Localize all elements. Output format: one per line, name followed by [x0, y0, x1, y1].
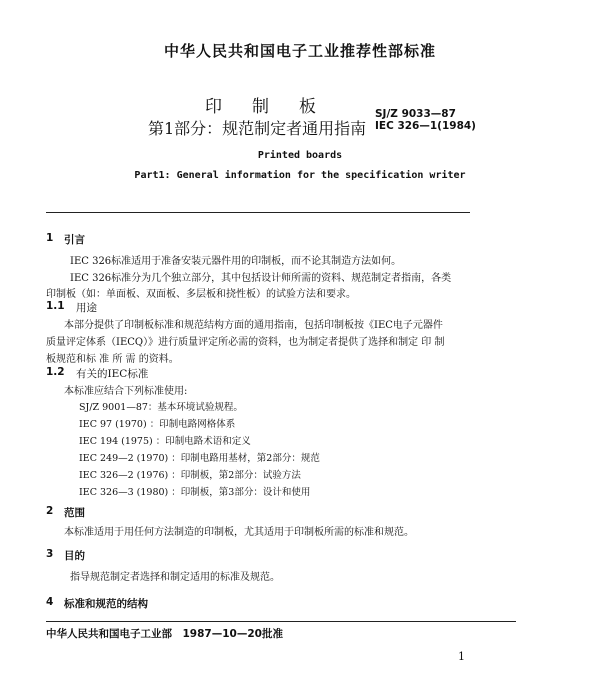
section-3-heading: 目的 [64, 550, 85, 562]
section-1-paragraph-2-line-1: IEC 326标准分为几个独立部分，其中包括设计师所需的资料、规范制定者指南，各类 [70, 273, 452, 284]
section-1-1-line-3: 板规范和标 准 所 需 的资料。 [46, 354, 179, 365]
section-2-heading: 范围 [64, 507, 85, 519]
section-1-paragraph-2-line-2: 印制板（如：单面板、双面板、多层板和挠性板）的试验方法和要求。 [46, 289, 356, 300]
section-3-paragraph: 指导规范制定者选择和制定适用的标准及规范。 [70, 572, 280, 583]
header-divider [46, 212, 470, 213]
section-1-heading: 引言 [64, 234, 85, 246]
standard-org-header: 中华人民共和国电子工业推荐性部标准 [163, 42, 436, 60]
reference-item-6: IEC 326—3 (1980) ：印制板，第3部分：设计和使用 [79, 487, 311, 498]
footer-divider [46, 621, 516, 622]
standard-number-sj: SJ/Z 9033—87 [375, 108, 456, 120]
reference-item-2: IEC 97 (1970) ：印制电路网格体系 [79, 419, 236, 430]
section-2-paragraph: 本标准适用于用任何方法制造的印制板，尤其适用于印制板所需的标准和规范。 [64, 527, 414, 538]
reference-item-1: SJ/Z 9001—87：基本环境试验规程。 [79, 402, 243, 413]
reference-item-5: IEC 326—2 (1976) ：印制板，第2部分：试验方法 [79, 470, 301, 481]
section-1-1-number: 1.1 [46, 300, 65, 312]
document-title-cn: 印制板 [205, 97, 346, 117]
section-1-1-heading: 用途 [76, 302, 97, 314]
document-subtitle-cn: 第1部分：规范制定者通用指南 [148, 119, 367, 138]
reference-item-4: IEC 249—2 (1970) ：印制电路用基材，第2部分：规范 [79, 453, 320, 464]
reference-item-3: IEC 194 (1975) ：印制电路术语和定义 [79, 436, 251, 447]
document-title-en: Printed boards [257, 150, 343, 161]
standard-number-block [375, 108, 476, 132]
section-4-heading: 标准和规范的结构 [64, 598, 148, 610]
standard-number-iec: IEC 326—1(1984) [375, 120, 476, 132]
section-1-2-intro: 本标准应结合下列标准使用: [64, 386, 188, 397]
section-1-1-line-1: 本部分提供了印制板标准和规范结构方面的通用指南，包括印制板按《IEC电子元器件 [64, 320, 443, 331]
approval-footer: 中华人民共和国电子工业部 1987—10—20批准 [46, 628, 283, 640]
section-1-number: 1 [46, 232, 54, 244]
section-1-2-number: 1.2 [46, 366, 65, 378]
page-number: 1 [458, 650, 465, 663]
section-2-number: 2 [46, 505, 54, 517]
section-1-1-line-2: 质量评定体系（IECQ）》进行质量评定所必需的资料，也为制定者提供了选择和制定 印 制 [46, 337, 445, 348]
document-subtitle-en: Part1: General information for the specification writer [134, 170, 466, 181]
section-1-paragraph-1: IEC 326标准适用于准备安装元器件用的印制板，而不论其制造方法如何。 [70, 256, 402, 267]
section-3-number: 3 [46, 548, 54, 560]
section-1-2-heading: 有关的IEC标准 [76, 368, 149, 380]
section-4-number: 4 [46, 596, 54, 608]
